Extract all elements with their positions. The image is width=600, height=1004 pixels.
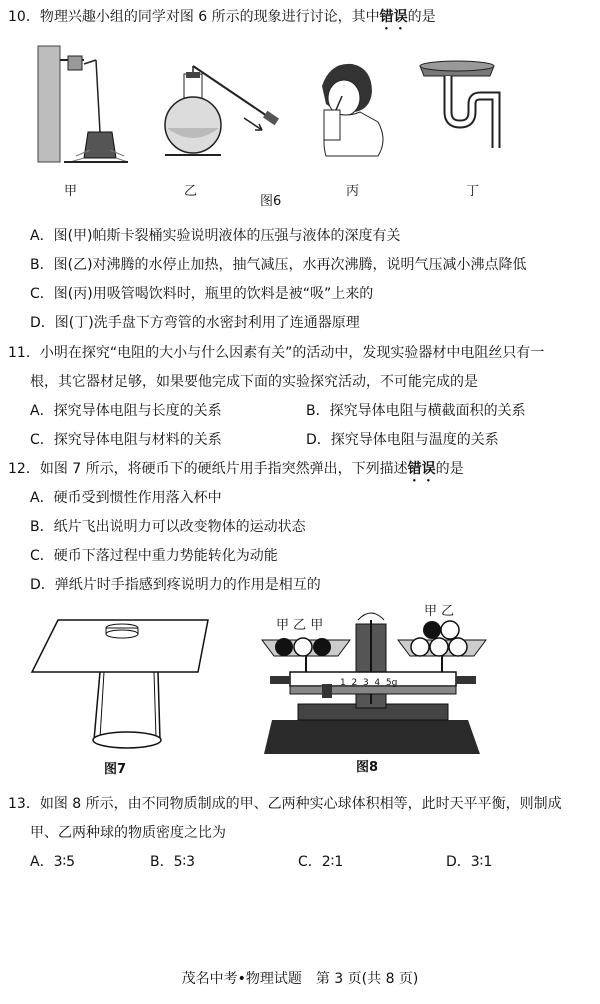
q11-option-a: A．探究导体电阻与长度的关系 bbox=[30, 403, 222, 419]
page-footer: 茂名中考•物理试题 第 3 页(共 8 页) bbox=[181, 971, 419, 987]
scale-tick: 5g bbox=[385, 678, 398, 688]
q12-stem: 12．如图 7 所示，将硬币下的硬纸片用手指突然弹出，下列描述错误的是 bbox=[8, 461, 464, 477]
fig7-coin-card-cup bbox=[32, 620, 208, 748]
q13-stem-line1: 13．如图 8 所示，由不同物质制成的甲、乙两种实心球体积相等，此时天平平衡，则制成 bbox=[8, 796, 562, 812]
q10-option-b: B．图(乙)对沸腾的水停止加热，抽气减压，水再次沸腾，说明气压减小沸点降低 bbox=[30, 257, 527, 273]
q10-option-c: C．图(丙)用吸管喝饮料时，瓶里的饮料是被“吸”上来的 bbox=[30, 286, 374, 302]
fig8-left-pan-label: 甲 乙 甲 bbox=[276, 618, 324, 633]
q13-stem-line2: 甲、乙两种球的物质密度之比为 bbox=[30, 825, 226, 841]
fig8-scale-ticks bbox=[340, 678, 397, 688]
q10-emphasis: 错误 bbox=[379, 9, 408, 25]
q12-option-b: B．纸片飞出说明力可以改变物体的运动状态 bbox=[30, 519, 306, 535]
q12-option-d: D．弹纸片时手指感到疼说明力的作用是相互的 bbox=[30, 577, 321, 593]
fig7-caption: 图7 bbox=[104, 762, 127, 777]
scale-tick: 2 bbox=[351, 678, 358, 688]
q10-option-d: D．图(丁)洗手盘下方弯管的水密封利用了连通器原理 bbox=[30, 315, 360, 331]
fig6-label-bing: 丙 bbox=[346, 184, 360, 199]
fig6-label-jia: 甲 bbox=[64, 184, 78, 199]
scale-tick: 3 bbox=[362, 678, 369, 688]
q13-option-d: D．3∶1 bbox=[446, 854, 493, 870]
q11-option-d: D．探究导体电阻与温度的关系 bbox=[306, 432, 499, 448]
fig6-label-yi: 乙 bbox=[184, 184, 198, 199]
q11-option-b: B．探究导体电阻与横截面积的关系 bbox=[306, 403, 526, 419]
fig8-caption: 图8 bbox=[356, 760, 379, 775]
q11-option-c: C．探究导体电阻与材料的关系 bbox=[30, 432, 222, 448]
fig8-right-pan-label: 甲 乙 bbox=[424, 604, 455, 619]
q12-option-a: A．硬币受到惯性作用落入杯中 bbox=[30, 490, 222, 506]
q13-option-a: A．3∶5 bbox=[30, 854, 76, 870]
q12-option-c: C．硬币下落过程中重力势能转化为动能 bbox=[30, 548, 278, 564]
fig6-caption: 图6 bbox=[260, 194, 282, 209]
q11-stem-line2: 根，其它器材足够，如果要他完成下面的实验探究活动，不可能完成的是 bbox=[30, 374, 478, 390]
q10-stem: 10．物理兴趣小组的同学对图 6 所示的现象进行讨论，其中错误的是 bbox=[8, 9, 436, 25]
q12-emphasis: 错误 bbox=[407, 461, 436, 477]
q13-option-b: B．5∶3 bbox=[150, 854, 196, 870]
fig6-label-ding: 丁 bbox=[466, 184, 480, 199]
q13-option-c: C．2∶1 bbox=[298, 854, 344, 870]
scale-tick: 1 bbox=[340, 678, 346, 688]
q10-option-a: A．图(甲)帕斯卡裂桶实验说明液体的压强与液体的深度有关 bbox=[30, 228, 401, 244]
q11-stem-line1: 11．小明在探究“电阻的大小与什么因素有关”的活动中，发现实验器材中电阻丝只有一 bbox=[8, 345, 545, 361]
scale-tick: 4 bbox=[374, 678, 381, 688]
